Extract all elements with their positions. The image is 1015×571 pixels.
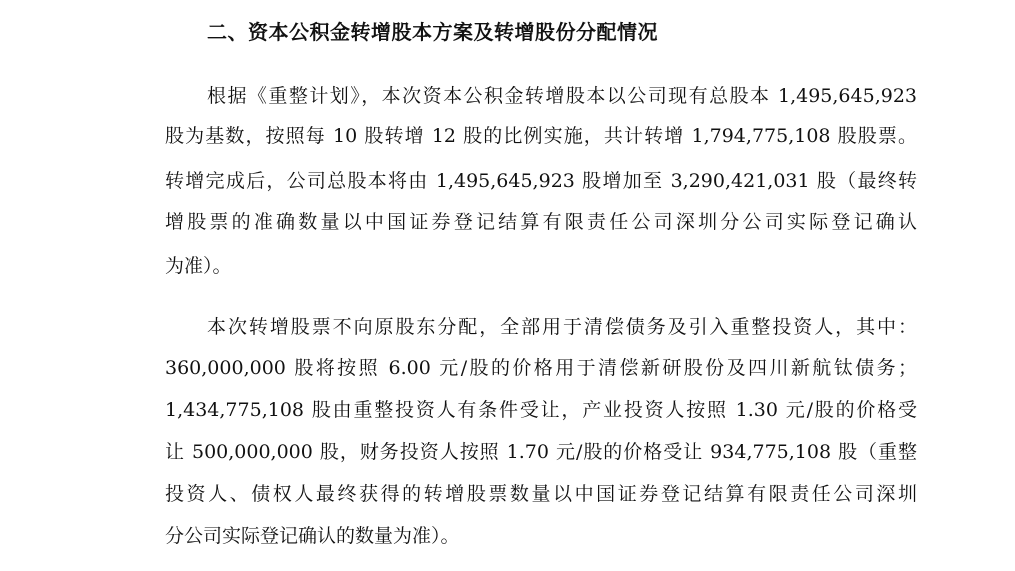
paragraph-line: 分公司实际登记确认的数量为准）。	[165, 525, 460, 547]
paragraph-line: 360,000,000 股将按照 6.00 元/股的价格用于清偿新研股份及四川新航钛债务；	[165, 357, 917, 379]
paragraph-line: 为准）。	[165, 255, 232, 277]
paragraph-line: 股为基数，按照每 10 股转增 12 股的比例实施，共计转增 1,794,775,108 股股票。	[165, 125, 917, 147]
paragraph-line: 本次转增股票不向原股东分配，全部用于清偿债务及引入重整投资人，其中：	[207, 316, 917, 338]
paragraph-line: 投资人、债权人最终获得的转增股票数量以中国证券登记结算有限责任公司深圳	[165, 483, 917, 505]
paragraph-line: 转增完成后，公司总股本将由 1,495,645,923 股增加至 3,290,421,031 股（最终转	[165, 170, 917, 192]
paragraph-line: 1,434,775,108 股由重整投资人有条件受让，产业投资人按照 1.30 元/股的价格受	[165, 399, 917, 421]
paragraph-line: 让 500,000,000 股，财务投资人按照 1.70 元/股的价格受让 934,775,108 股（重整	[165, 441, 917, 463]
paragraph-line: 根据《重整计划》，本次资本公积金转增股本以公司现有总股本 1,495,645,923	[207, 85, 917, 107]
section-heading: 二、资本公积金转增股本方案及转增股份分配情况	[207, 20, 658, 44]
paragraph-line: 增股票的准确数量以中国证券登记结算有限责任公司深圳分公司实际登记确认	[165, 211, 917, 233]
